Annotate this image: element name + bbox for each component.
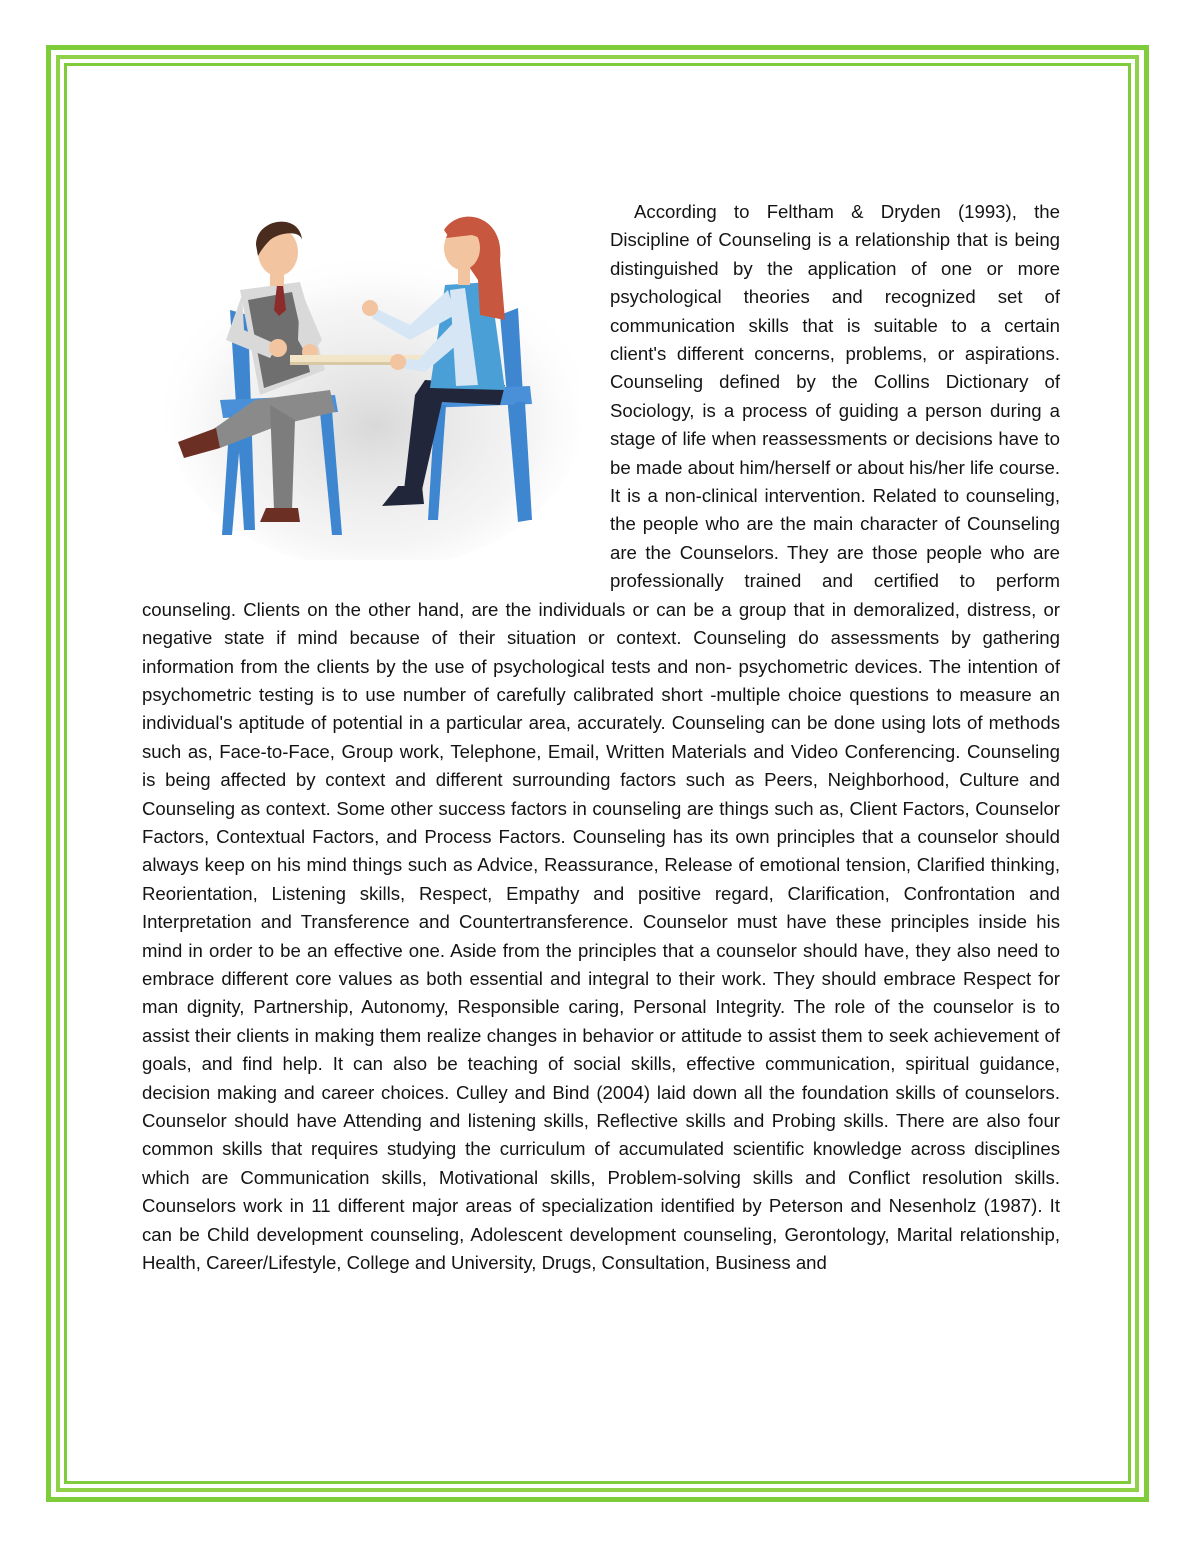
illustration-wrap-space xyxy=(142,198,610,594)
body-text: According to Feltham & Dryden (1993), the Discipline of Counseling is a relationship that is being distinguished by the application of one or more psychological theories and recognized set of communication skills that is suitable to a certain client's different concerns, problems, or aspirations. Counseling defined by the Collins Dictionary of Sociology, is a process of guiding a person during a stage of life when reassessments or decisions have to be made about him/herself or about his/her life course. It is a non-clinical intervention. Related to counseling, the people who are the main character of Counseling are the Counselors. They are those people who are professionally trained and certified to perform counseling. Clients on the other hand, are the individuals or can be a group that in demoralized, distress, or negative state if mind because of their situation or context. Counseling do assessments by gathering information from the clients by the use of psychological tests and non- psychometric devices. The intention of psychometric testing is to use number of carefully calibrated short -multiple choice questions to measure an individual's aptitude of potential in a particular area, accurately. Counseling can be done using lots of methods such as, Face-to-Face, Group work, Telephone, Email, Written Materials and Video Conferencing. Counseling is being affected by context and different surrounding factors such as Peers, Neighborhood, Culture and Counseling as context. Some other success factors in counseling are things such as, Client Factors, Counselor Factors, Contextual Factors, and Process Factors. Counseling has its own principles that a counselor should always keep on his mind things such as Advice, Reassurance, Release of emotional tension, Clarified thinking, Reorientation, Listening skills, Respect, Empathy and positive regard, Clarification, Confrontation and Interpretation and Transference and Countertransference. Counselor must have these principles inside his mind in order to be an effective one. Aside from the principles that a counselor should have, they also need to embrace different core values as both essential and integral to their work. They should embrace Respect for man dignity, Partnership, Autonomy, Responsible caring, Personal Integrity. The role of the counselor is to assist their clients in making them realize changes in behavior or attitude to assist them to seek achievement of goals, and find help. It can also be teaching of social skills, effective communication, spiritual guidance, decision making and career choices. Culley and Bind (2004) laid down all the foundation skills of counselors. Counselor should have Attending and listening skills, Reflective skills and Probing skills. There are also four common skills that requires studying the curriculum of accumulated scientific knowledge across disciplines which are Communication skills, Motivational skills, Problem-solving skills and Conflict resolution skills. Counselors work in 11 different major areas of specialization identified by Peterson and Nesenholz (1987). It can be Child development counseling, Adolescent development counseling, Gerontology, Marital relationship, Health, Career/Lifestyle, College and University, Drugs, Consultation, Business and xyxy=(142,201,1060,1274)
document-body xyxy=(142,198,1060,1277)
